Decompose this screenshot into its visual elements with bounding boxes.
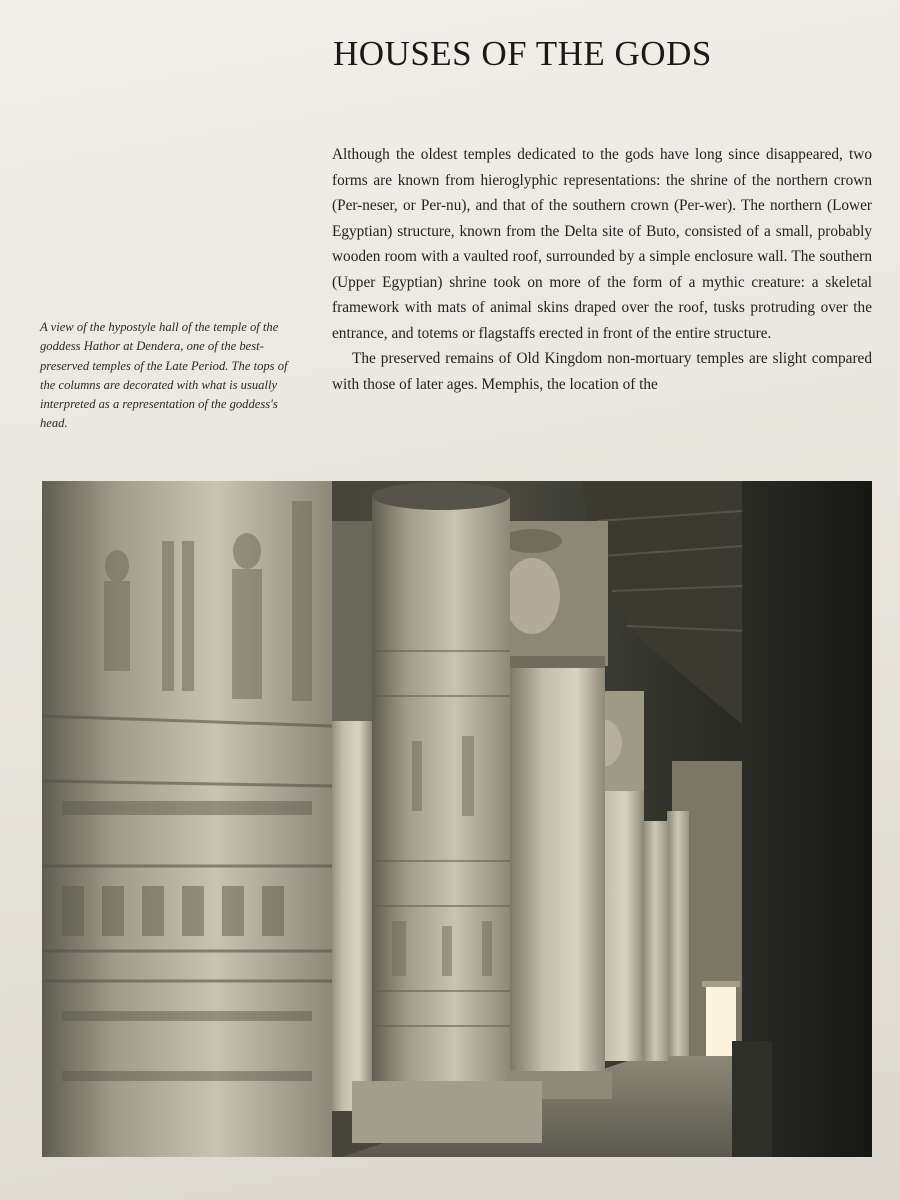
paragraph-1: Although the oldest temples dedicated to the gods have long since disappeared, two forms are known from hieroglyphic representations: the shrine of the northern crown (Per-neser, or Per-nu), and that of the southern crown (Per-wer). The northern (Lower Egyptian) structure, known from the Delta site of Buto, consisted of a small, probably wooden room with a vaulted roof, surrounded by a simple enclosure wall. The southern (Upper Egyptian) shrine took on more of the form of a mythic creature: a skeletal framework with mats of animal skins draped over the roof, tusks protruding over the entrance, and totems or flagstaffs erected in front of the entire structure. [332,146,872,342]
body-text [332,142,872,397]
photo-caption: A view of the hypostyle hall of the temple of the goddess Hathor at Dendera, one of the best-preserved temples of the Late Period. The tops of the columns are decorated with what is usually interpreted as a representation of the goddess's head. [40,320,288,431]
page-title: HOUSES OF THE GODS [333,34,712,73]
paragraph-2: The preserved remains of Old Kingdom non-mortuary temples are slight compared with those of later ages. Memphis, the location of the [332,350,872,393]
temple-columns-photo-icon [42,481,872,1157]
hypostyle-hall-photo [42,481,872,1157]
